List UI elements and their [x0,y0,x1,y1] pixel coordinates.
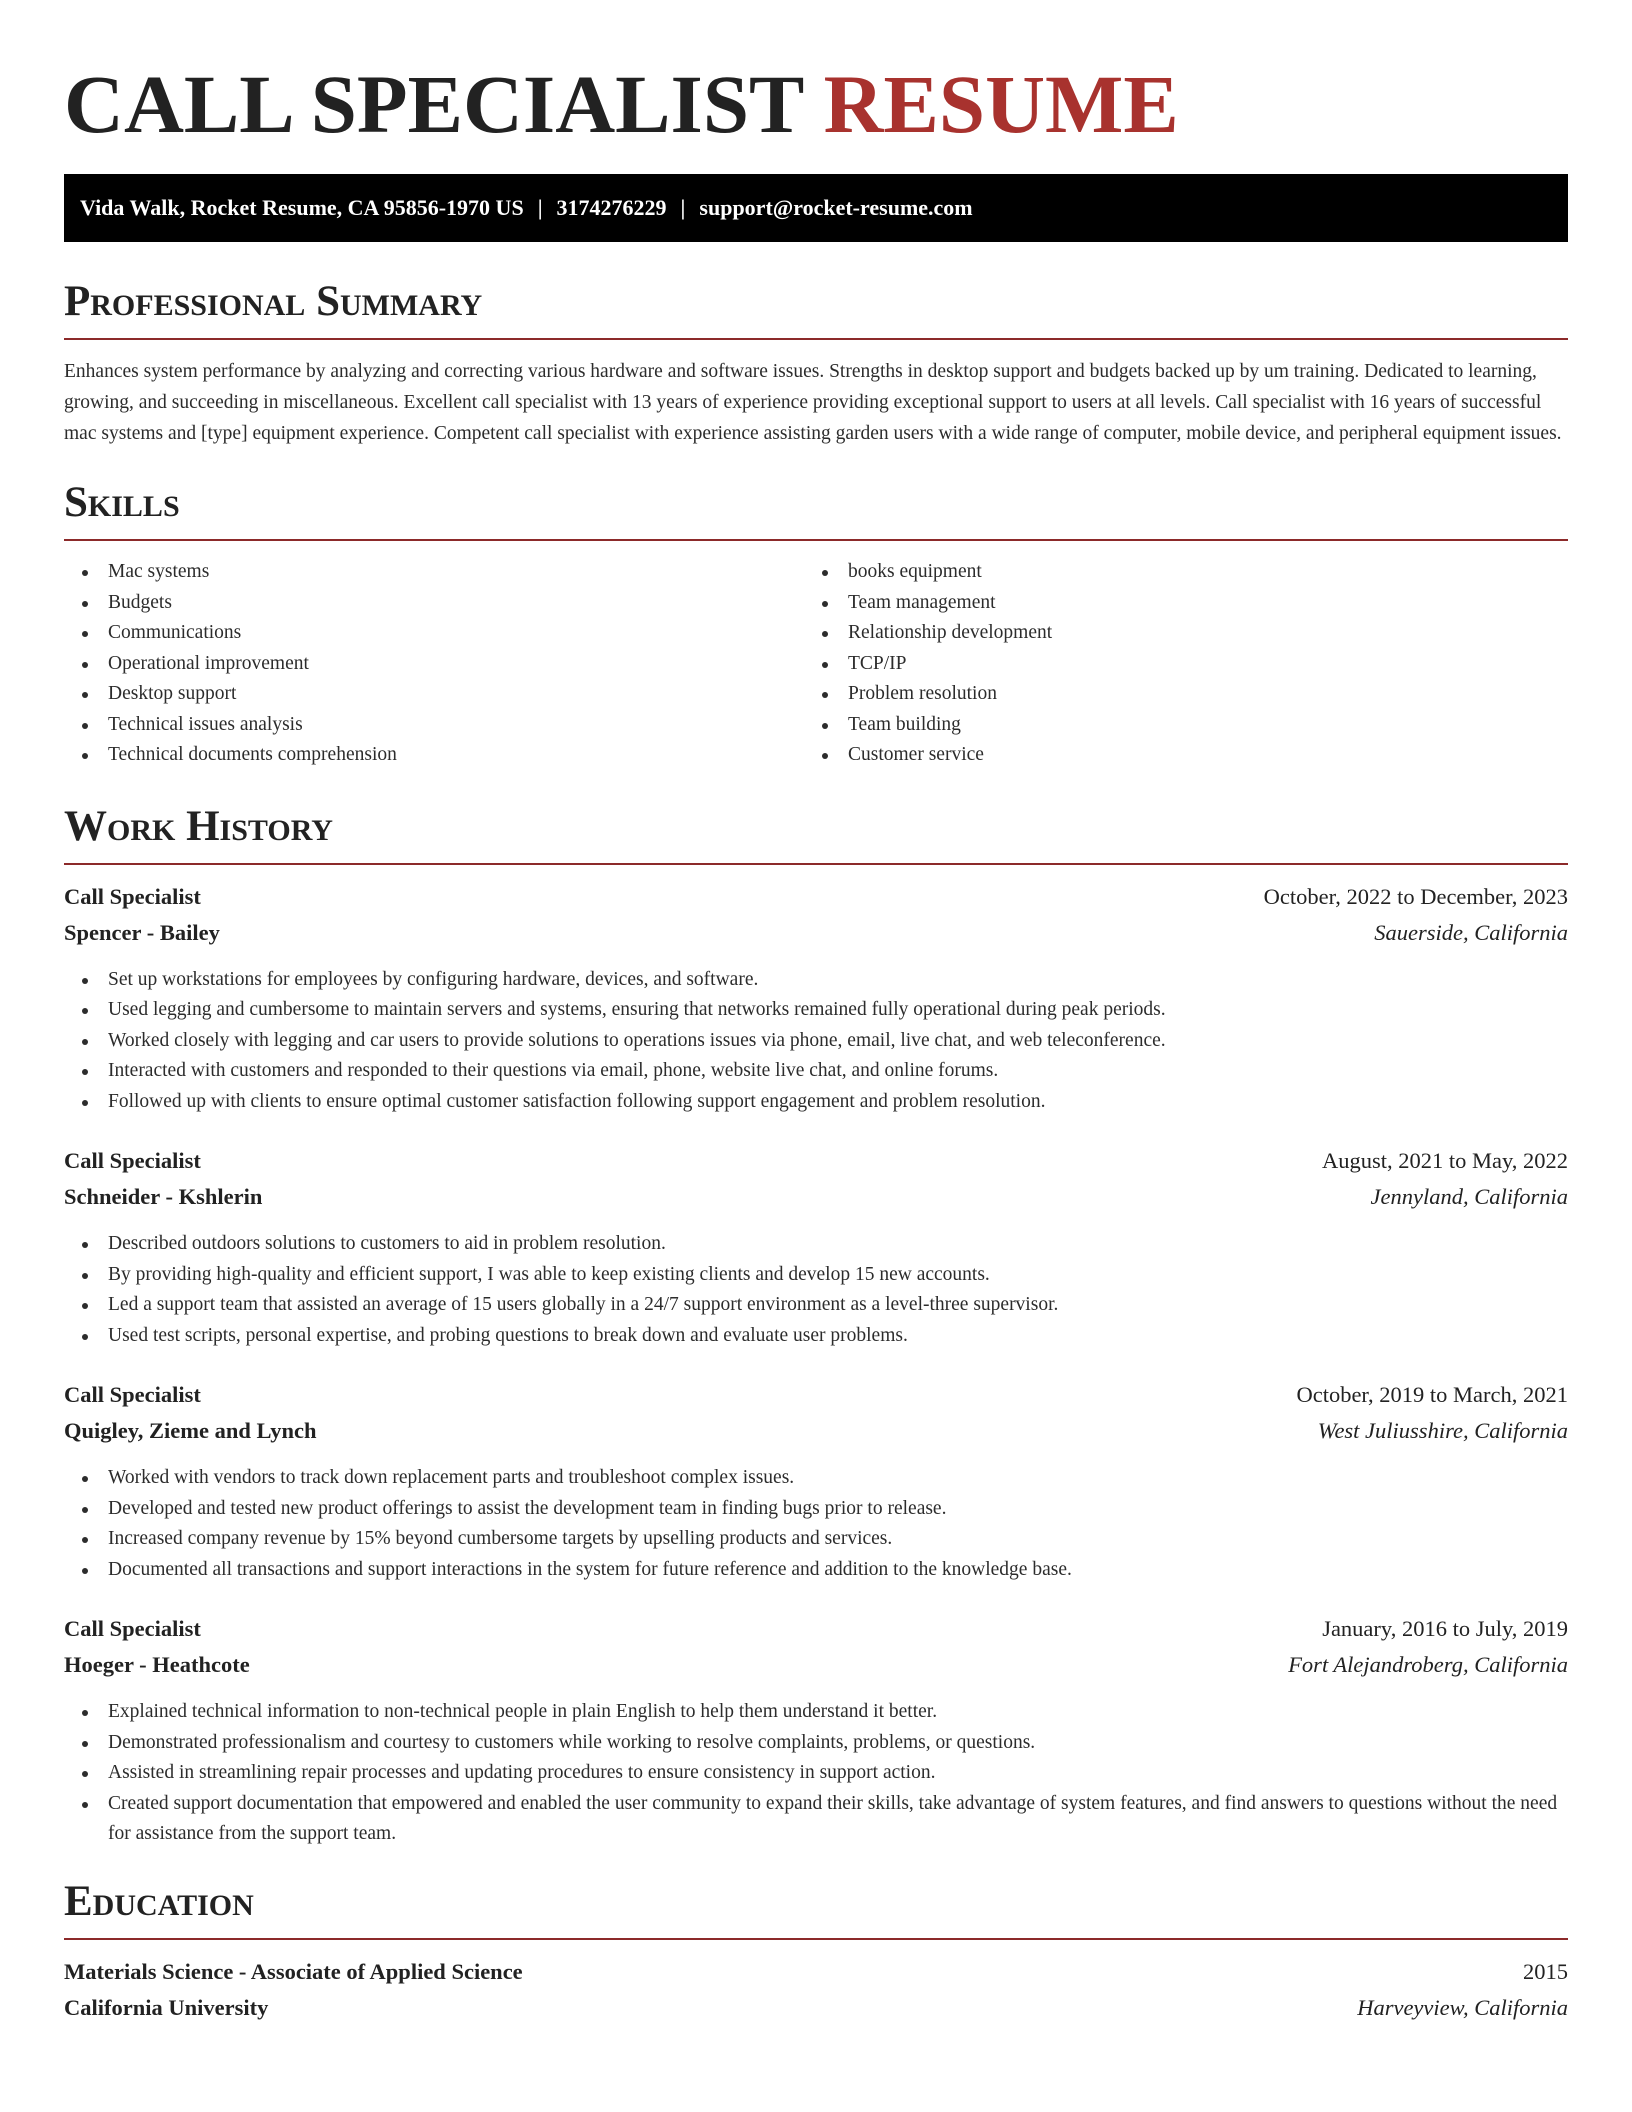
job-header-row [64,1611,1568,1647]
skill-item: TCP/IP [848,649,1544,680]
title-accent: RESUME [823,58,1179,150]
contact-address: Vida Walk, Rocket Resume, CA 95856-1970 US [80,195,524,220]
skill-item: Operational improvement [108,649,804,680]
resume-title [64,0,1568,150]
job-company-row [64,1413,1568,1449]
skill-item: Relationship development [848,618,1544,649]
job-bullets [64,1697,1568,1850]
contact-phone: 3174276229 [556,195,667,220]
job-bullet: Used legging and cumbersome to maintain servers and systems, ensuring that networks remained fully operational during peak periods. [108,995,1568,1026]
education-section [64,1876,1568,2026]
job-bullet: Worked with vendors to track down replacement parts and troubleshoot complex issues. [108,1463,1568,1494]
job-bullet: Led a support team that assisted an average of 15 users globally in a 24/7 support environment as a level-three supervisor. [108,1290,1568,1321]
skill-item: books equipment [848,557,1544,588]
contact-bar [64,174,1568,242]
job-title: Call Specialist [64,1148,201,1173]
skills-grid [64,557,1568,771]
job-company-row [64,1179,1568,1215]
job-dates: October, 2019 to March, 2021 [1296,1382,1568,1407]
job-location: Fort Alejandroberg, California [1288,1652,1568,1677]
skill-item: Communications [108,618,804,649]
job-location: Jennyland, California [1370,1184,1568,1209]
skill-item: Technical documents comprehension [108,740,804,771]
contact-email: support@rocket-resume.com [699,195,973,220]
job-title: Call Specialist [64,1616,201,1641]
job-dates: October, 2022 to December, 2023 [1263,883,1568,909]
skill-item: Desktop support [108,679,804,710]
job-dates: January, 2016 to July, 2019 [1322,1616,1568,1641]
job-company: Schneider - Kshlerin [64,1184,263,1209]
job-bullets [64,1463,1568,1585]
skill-item: Technical issues analysis [108,710,804,741]
job-bullet: Increased company revenue by 15% beyond cumbersome targets by upselling products and services. [108,1524,1568,1555]
education-degree: Materials Science - Associate of Applied Science [64,1958,523,1984]
job-entry [64,1377,1568,1585]
job-location: Sauerside, California [1374,919,1568,945]
job-company: Hoeger - Heathcote [64,1652,250,1677]
job-company-row [64,1647,1568,1683]
job-header-row [64,879,1568,915]
job-bullet: Demonstrated professionalism and courtesy to customers while working to resolve complaints, problems, or questions. [108,1728,1568,1759]
job-bullets [64,1229,1568,1351]
summary-text: Enhances system performance by analyzing and correcting various hardware and software issues. Strengths in desktop support and budgets backed up by um training. Dedicated to learning, growing, and succeeding in miscellaneous. Excellent call specialist with 13 years of experience providing exceptional support to users at all levels. Call specialist with 16 years of successful mac systems and [type] equipment experience. Competent call specialist with experience assisting garden users with a wide range of computer, mobile device, and peripheral equipment issues. [64,361,1562,444]
job-bullet: Created support documentation that empowered and enabled the user community to expand their skills, take advantage of system features, and find answers to questions without the need for assistance from the support team. [108,1789,1568,1850]
job-company: Spencer - Bailey [64,919,220,945]
job-bullet: Followed up with clients to ensure optimal customer satisfaction following support engagement and problem resolution. [108,1087,1568,1118]
job-title: Call Specialist [64,883,201,909]
job-bullet: Explained technical information to non-technical people in plain English to help them understand it better. [108,1697,1568,1728]
contact-separator: | [680,195,686,220]
job-header-row [64,1377,1568,1413]
job-bullet: Interacted with customers and responded to their questions via email, phone, website live chat, and online forums. [108,1056,1568,1087]
job-bullet: Developed and tested new product offerings to assist the development team in finding bugs prior to release. [108,1494,1568,1525]
education-degree-row [64,1954,1568,1990]
skills-section [64,477,1568,771]
skills-list-left [64,557,804,771]
job-entry [64,1611,1568,1850]
job-bullet: Set up workstations for employees by configuring hardware, devices, and software. [108,965,1568,996]
education-location: Harveyview, California [1357,1994,1568,2020]
job-bullets [64,965,1568,1118]
job-bullet: Documented all transactions and support interactions in the system for future reference and addition to the knowledge base. [108,1555,1568,1586]
job-dates: August, 2021 to May, 2022 [1321,1148,1568,1173]
work-history-heading: Work History [64,801,1568,865]
job-bullet: By providing high-quality and efficient support, I was able to keep existing clients and develop 15 new accounts. [108,1260,1568,1291]
job-bullet: Worked closely with legging and car users to provide solutions to operations issues via phone, email, live chat, and web teleconference. [108,1026,1568,1057]
summary-heading: Professional Summary [64,276,1568,340]
skill-item: Team building [848,710,1544,741]
skill-item: Mac systems [108,557,804,588]
contact-separator: | [537,195,543,220]
skill-item: Problem resolution [848,679,1544,710]
skills-list-right [804,557,1544,771]
summary-section [64,276,1568,449]
skill-item: Team management [848,588,1544,619]
job-bullet: Assisted in streamlining repair processes and updating procedures to ensure consistency in support action. [108,1758,1568,1789]
education-heading: Education [64,1876,1568,1940]
job-header-row [64,1143,1568,1179]
education-school-row [64,1990,1568,2026]
job-bullet: Described outdoors solutions to customers to aid in problem resolution. [108,1229,1568,1260]
job-entry [64,879,1568,1118]
title-main: CALL SPECIALIST [64,58,803,150]
job-entry [64,1143,1568,1351]
job-company: Quigley, Zieme and Lynch [64,1418,317,1443]
skills-heading: Skills [64,477,1568,541]
skill-item: Budgets [108,588,804,619]
skill-item: Customer service [848,740,1544,771]
work-history-section [64,801,1568,1850]
education-school: California University [64,1994,269,2020]
job-company-row [64,915,1568,951]
job-bullet: Used test scripts, personal expertise, and probing questions to break down and evaluate user problems. [108,1321,1568,1352]
education-year: 2015 [1523,1958,1568,1984]
job-location: West Juliusshire, California [1317,1418,1568,1443]
job-title: Call Specialist [64,1382,201,1407]
